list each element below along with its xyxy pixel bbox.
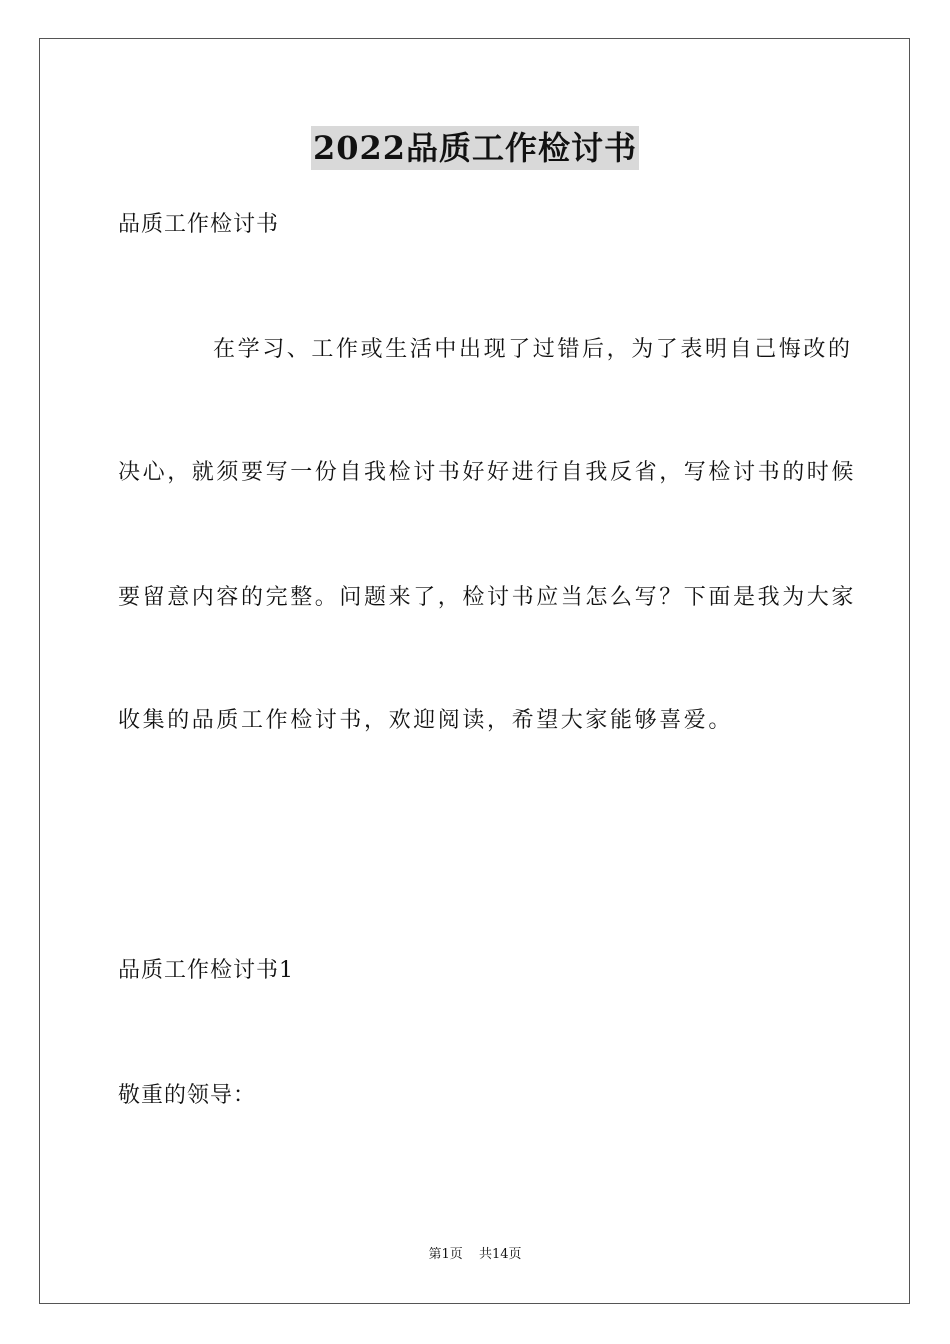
- document-title: 2022品质工作检讨书: [311, 126, 639, 170]
- page-total: 共14页: [478, 1247, 522, 1262]
- page-footer: [0, 1246, 950, 1264]
- salutation: 敬重的领导：: [118, 1083, 257, 1108]
- section-heading: 品质工作检讨书1: [118, 958, 294, 983]
- page-number: 第1页: [428, 1247, 463, 1262]
- intro-line-1: 在学习、工作或生活中出现了过错后，为了表明自己悔改的: [213, 337, 853, 362]
- intro-line-2: 决心，就须要写一份自我检讨书好好进行自我反省，写检讨书的时候: [118, 460, 857, 485]
- intro-line-4: 收集的品质工作检讨书，欢迎阅读，希望大家能够喜爱。: [118, 708, 734, 733]
- document-subtitle: 品质工作检讨书: [118, 212, 280, 237]
- title-container: [0, 126, 950, 170]
- intro-line-3: 要留意内容的完整。问题来了，检讨书应当怎么写？下面是我为大家: [118, 585, 857, 610]
